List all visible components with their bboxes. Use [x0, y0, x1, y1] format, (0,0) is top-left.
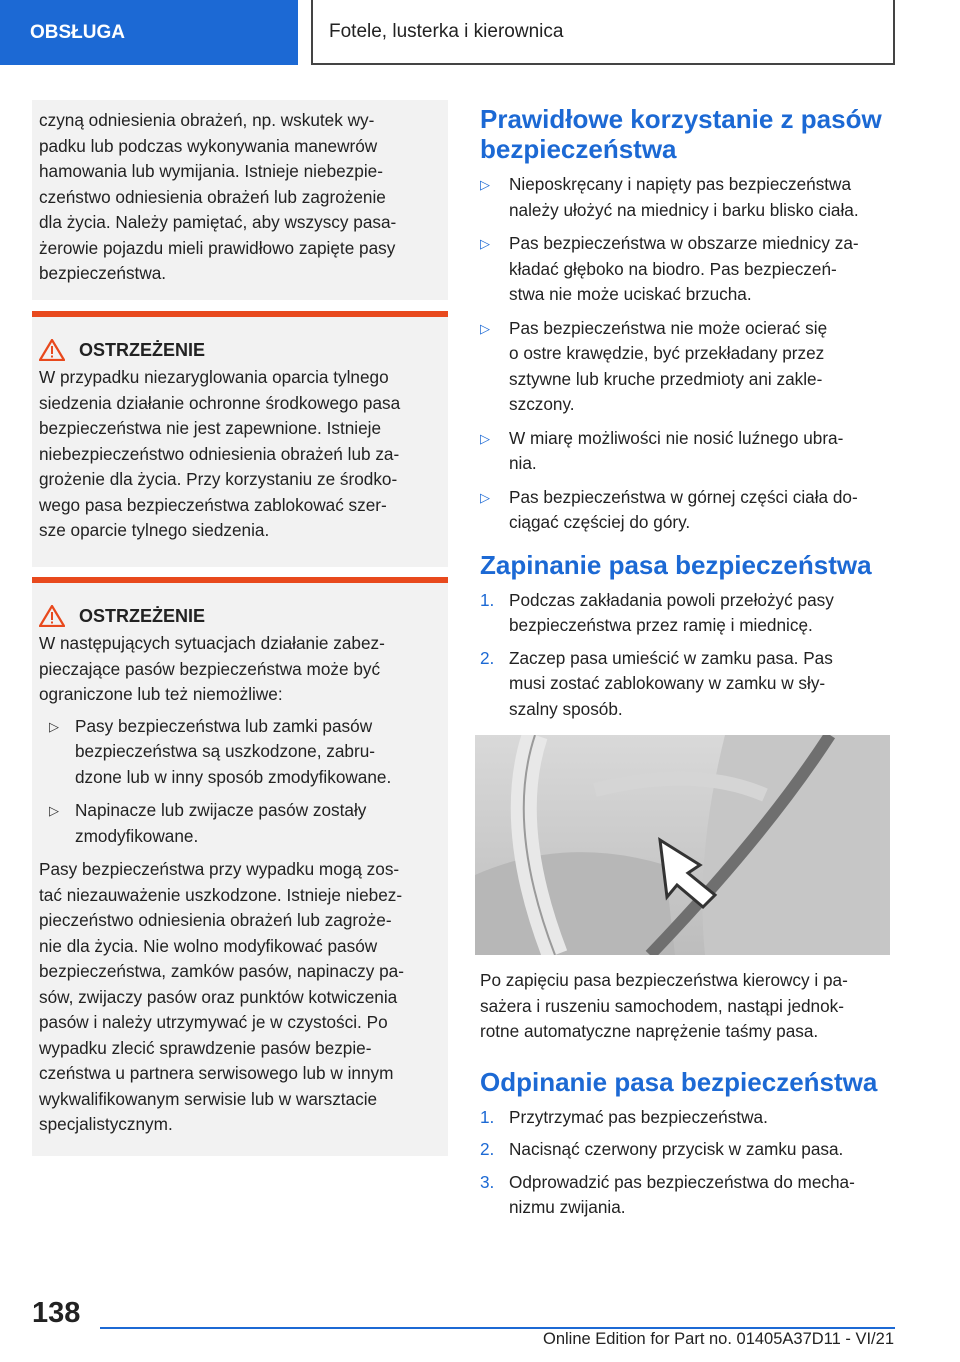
left-column: [32, 100, 448, 300]
warning-triangle-icon: [39, 339, 65, 361]
seatbelt-illustration: [475, 735, 890, 955]
list-item: ▷ Nieposkręcany i napięty pas bezpieczeństwa należy ułożyć na miednicy i barku blisko ciała.: [480, 174, 859, 220]
bullet-triangle-icon: ▷: [480, 236, 490, 251]
bullet-triangle-icon: ▷: [480, 489, 490, 505]
header-section-tab: [0, 0, 298, 65]
section-heading: Zapinanie pasa bezpieczeństwa: [480, 549, 872, 580]
list-item: 1. Przytrzymać pas bezpieczeństwa.: [480, 1106, 768, 1127]
list-item: 2. Nacisnąć czerwony przycisk w zamku pasa.: [480, 1139, 844, 1159]
list-item: ▷ Pas bezpieczeństwa w górnej części ciała do- ciągać częściej do góry.: [480, 486, 858, 532]
warning-outro: Pasy bezpieczeństwa przy wypadku mogą zos- tać niezauważenie uszkodzone. Istnieje niebez- pieczeństwo odniesienia obrażeń lub zagroże- nie dla życia. Nie wolno modyfikować pasów bezpieczeństwa, zamków pasów, napinaczy pa- sów, zwijaczy pasów oraz punktów kotwiczenia pasów i należy utrzymywać je w czystości. Po wypadku zlecić sprawdzenie pasów bezpie- czeństwa u partnera serwisowego lub w innym wykwalifikowanym serwisie lub w warsztacie specjalistycznym.: [39, 859, 404, 1134]
fasten-steps-list: [480, 588, 895, 723]
bullet-triangle-icon: ▷: [49, 803, 59, 818]
warning-intro: W następujących sytuacjach działanie zabez- pieczające pasów bezpieczeństwa może być ograniczone lub też niemożliwe:: [39, 633, 385, 704]
list-item: ▷ W miarę możliwości nie nosić luźnego ubra- nia.: [480, 427, 844, 473]
intro-box: [32, 100, 448, 300]
list-item: ▷ Pas bezpieczeństwa nie może ocierać się o ostre krawędzie, być przekładany przez sztywne lub kruche przedmioty ani zakle- szczony.: [480, 317, 828, 414]
warning-heading: [39, 339, 440, 361]
warning-box-2: [32, 577, 448, 1156]
chapter-title: Fotele, lusterka i kierownica: [329, 20, 564, 42]
warning-triangle-icon: [39, 605, 65, 627]
intro-paragraph: czyną odniesienia obrażeń, np. wskutek wy- padku lub podczas wykonywania manewrów hamowania lub wymijania. Istnieje niebezpie- czeństwo odniesienia obrażeń lub zagrożenie dla życia. Należy pamiętać, aby wszyscy pasa- żerowie pojazdu mieli prawidłowo zapięte pasy bezpieczeństwa.: [39, 110, 397, 283]
warning-box-1: [32, 311, 448, 567]
bullet-triangle-icon: ▷: [480, 177, 490, 192]
section-heading: Odpinanie pasa bezpieczeństwa: [480, 1066, 878, 1097]
right-column-lower: [480, 968, 895, 1228]
warning-title: OSTRZEŻENIE: [79, 339, 206, 360]
list-item: ▷ Napinacze lub zwijacze pasów zostały zmodyfikowane.: [49, 800, 367, 846]
list-item: ▷ Pas bezpieczeństwa w obszarze miednicy za- kładać głęboko na biodro. Pas bezpieczeń- stwa nie może uciskać brzucha.: [480, 233, 859, 304]
header-chapter-tab: [311, 0, 895, 65]
warning-bullet-list: [39, 714, 440, 850]
bullet-triangle-icon: ▷: [480, 320, 490, 336]
list-item: 3. Odprowadzić pas bezpieczeństwa do mecha- nizmu zwijania.: [480, 1171, 855, 1217]
section-heading: Prawidłowe korzystanie z pasów bezpieczeństwa: [480, 104, 882, 164]
bullet-triangle-icon: ▷: [480, 430, 490, 446]
warning-text: W przypadku niezaryglowania oparcia tylnego siedzenia działanie ochronne środkowego pasa bezpieczeństwa nie jest zapewnione. Istnieje niebezpieczeństwo odniesienia obrażeń lub za- grożenie dla życia. Przy korzystaniu ze środko- wego pasa bezpieczeństwa zablokować szer- sze oparcie tylnego siedzenia.: [39, 367, 401, 540]
footer-divider: [100, 1327, 895, 1329]
list-item: ▷ Pasy bezpieczeństwa lub zamki pasów bezpieczeństwa są uszkodzone, zabru- dzone lub w inny sposób zmodyfikowane.: [49, 715, 392, 787]
warning-title: OSTRZEŻENIE: [79, 605, 206, 626]
usage-bullet-list: [480, 172, 895, 536]
section-title: OBSŁUGA: [30, 21, 125, 43]
right-column: [480, 104, 895, 729]
unfasten-steps-list: [480, 1105, 895, 1221]
list-item: 1. Podczas zakładania powoli przełożyć pasy bezpieczeństwa przez ramię i miednicę.: [480, 589, 834, 635]
figure-caption: Po zapięciu pasa bezpieczeństwa kierowcy i pa- sażera i ruszeniu samochodem, nastąpi jednok- rotne automatyczne naprężenie taśmy pasa.: [480, 970, 848, 1041]
bullet-triangle-icon: ▷: [49, 718, 59, 734]
footer-edition: Online Edition for Part no. 01405A37D11 - VI/21: [543, 1330, 894, 1348]
seatbelt-figure: [475, 735, 890, 955]
page-number: 138: [32, 1297, 81, 1329]
list-item: 2. Zaczep pasa umieścić w zamku pasa. Pas musi zostać zablokowany w zamku w sły- szalny sposób.: [480, 647, 833, 719]
warning-heading: [39, 605, 440, 627]
